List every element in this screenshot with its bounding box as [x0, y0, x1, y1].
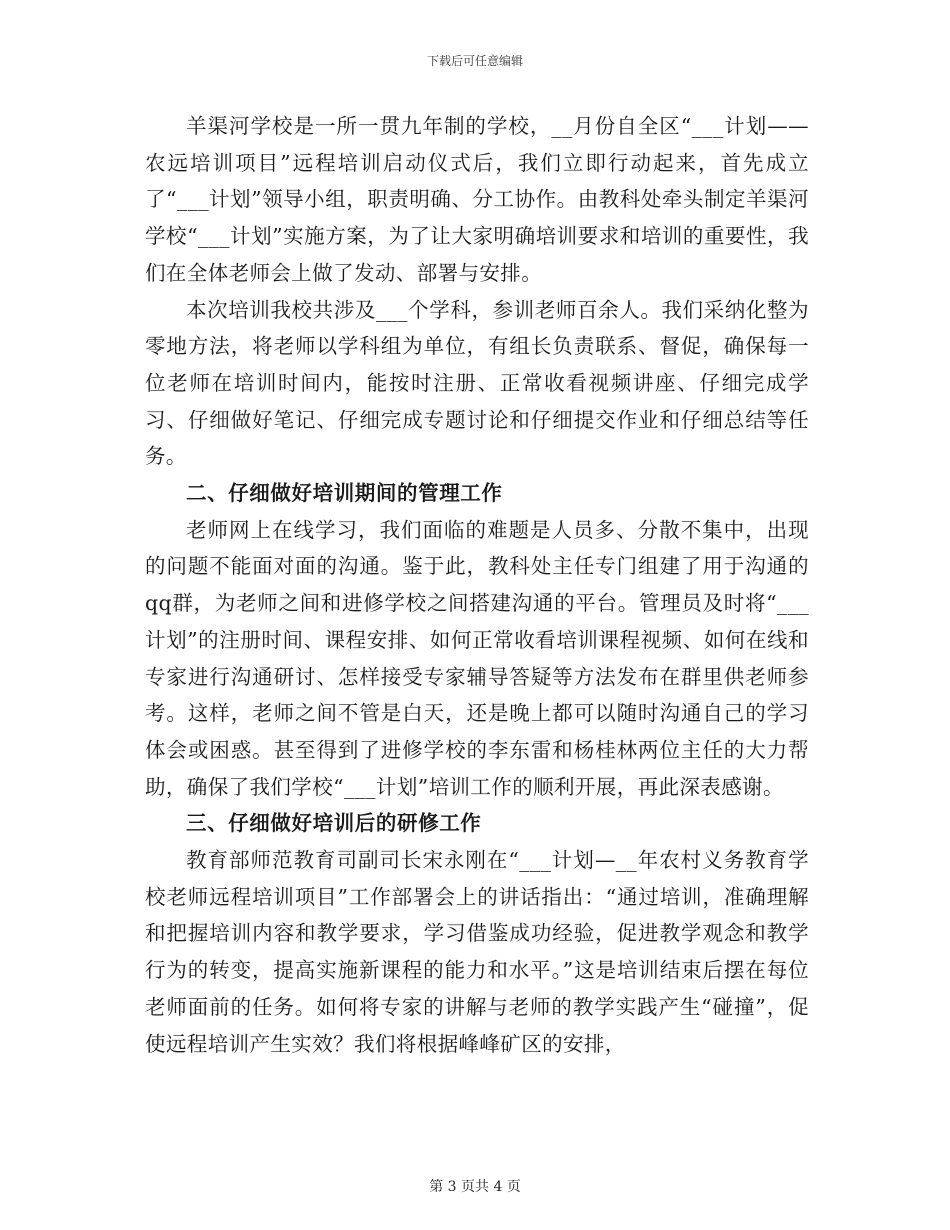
document-body: [145, 108, 809, 1062]
paragraph-intro: 羊渠河学校是一所一贯九年制的学校，__月份自全区“___计划——农远培训项目”远程培训启动仪式后，我们立即行动起来，首先成立了“___计划”领导小组，职责明确、分工协作。由教科处牵头制定羊渠河学校“___计划”实施方案，为了让大家明确培训要求和培训的重要性，我们在全体老师会上做了发动、部署与安排。: [145, 114, 809, 285]
paragraph-research: 教育部师范教育司副司长宋永刚在“___计划—__年农村义务教育学校老师远程培训项目”工作部署会上的讲话指出：“通过培训，准确理解和把握培训内容和教学要求，学习借鉴成功经验，促进教学观念和教学行为的转变，提高实施新课程的能力和水平。”这是培训结束后摆在每位老师面前的任务。如何将专家的讲解与老师的教学实践产生“碰撞”，促使远程培训产生实效？我们将根据峰峰矿区的安排，: [145, 848, 809, 1056]
page-footer: 第 3 页共 4 页: [429, 1179, 521, 1195]
section-heading-3: 三、仔细做好培训后的研修工作: [186, 811, 482, 836]
paragraph-training-scope: 本次培训我校共涉及___个学科，参训老师百余人。我们采纳化整为零地方法，将老师以学科组为单位，有组长负责联系、督促，确保每一位老师在培训时间内，能按时注册、正常收看视频讲座、仔细完成学习、仔细做好笔记、仔细完成专题讨论和仔细提交作业和仔细总结等任务。: [145, 297, 809, 469]
paragraph-management: 老师网上在线学习，我们面临的难题是人员多、分散不集中，出现的问题不能面对面的沟通。鉴于此，教科处主任专门组建了用于沟通的qq群，为老师之间和进修学校之间搭建沟通的平台。管理员及时将“___计划”的注册时间、课程安排、如何正常收看培训课程视频、如何在线和专家进行沟通研讨、怎样接受专家辅导答疑等方法发布在群里供老师参考。这样，老师之间不管是白天，还是晚上都可以随时沟通自己的学习体会或困惑。甚至得到了进修学校的李东雷和杨桂林两位主任的大力帮助，确保了我们学校“___计划”培训工作的顺利开展，再此深表感谢。: [145, 517, 809, 799]
page-header: 下载后可任意编辑: [426, 54, 523, 68]
section-heading-2: 二、仔细做好培训期间的管理工作: [186, 481, 503, 506]
